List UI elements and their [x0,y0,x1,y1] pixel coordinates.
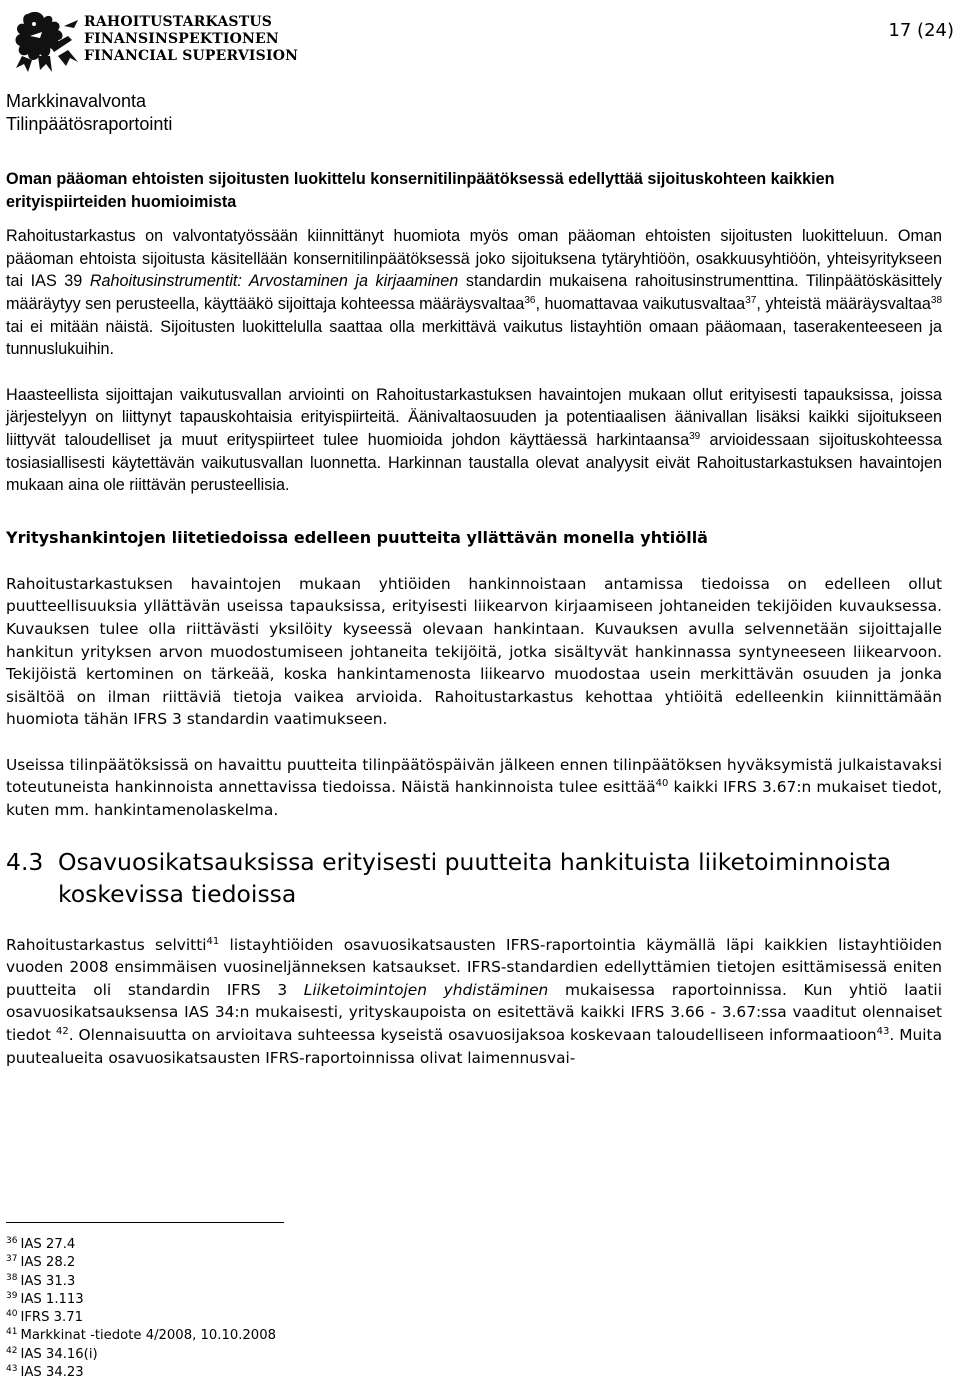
footnote-item [6,1309,276,1327]
footnote-ref-37: 37 [745,294,757,306]
footnote-item [6,1273,276,1291]
paragraph-investment-classification [6,225,942,361]
section-title: Osavuosikatsauksissa erityisesti puutteita hankituista liiketoiminnoista koskevissa tiedoissa [58,847,892,908]
footnotes [6,1236,276,1382]
text-run: standardin mukaisena rahoitusinstrumenttina. Tilinpäätöskäsittely määräytyy sen perusteella, käyttääkö sijoittaja kohteessa määräysvaltaa [6,272,943,313]
text-run: Useissa tilinpäätöksissä on havaittu puutteita tilinpäätöspäivän jälkeen ennen tilinpäätöksen hyväksymistä julkaistavaksi toteutuneista hankinnoista annettavissa tiedoissa. Näistä hankinnoista tulee esittää [6,755,942,797]
main-content [6,168,942,1092]
footnote-text: IAS 27.4 [20,1237,76,1252]
footnote-ref-36: 36 [524,294,536,306]
org-name-sv: FINANSINSPEKTIONEN [84,31,279,47]
section-label: Markkinavalvonta [6,91,147,111]
footnote-text: IAS 34.23 [20,1365,84,1381]
footnote-ref-41: 41 [206,935,220,947]
footnote-text: Markkinat -tiedote 4/2008, 10.10.2008 [20,1328,276,1344]
footnote-ref-43: 43 [876,1026,890,1038]
footnote-number: 41 [6,1327,18,1338]
standard-title-italic: Liiketoimintojen yhdistäminen [303,980,549,999]
text-run: tai ei mitään näistä. Sijoitusten luokittelulla saattaa olla merkittävä vaikutus listayhtiön omaan pääomaan, taserakenteeseen ja tunnuslukuihin. [6,317,942,359]
page-number: 17 (24) [888,20,954,41]
heading-acquisition-disclosures: Yrityshankintojen liitetiedoissa edelleen puutteita yllättävän monella yhtiöllä [6,527,708,547]
footnote-item [6,1254,276,1272]
organization-names [84,14,298,65]
subsection-label: Tilinpäätösraportointi [6,114,173,134]
footnote-ref-39: 39 [689,430,701,442]
document-meta [6,90,172,136]
footnote-number: 36 [6,1236,18,1246]
footnote-number: 40 [6,1309,18,1320]
paragraph-post-balance-acquisitions [6,754,942,822]
text-run: mukaisessa raportoinnissa. Kun yhtiö laatii osavuosikatsauksensa IAS 34:n mukaisesti, yrityskaupoista on esitettävä kaikki IFRS 3.66 - 3.67:ssa vaaditut olennaiset tiedot [6,980,942,1045]
text-run: listayhtiöiden osavuosikatsausten IFRS-raportointia käymällä läpi kaikkien listayhtiöiden vuoden 2008 ensimmäisen vuosineljänneksen katsaukset. IFRS-standardien edellyttämien tietojen esittämisessä eniten puutteita oli standardin IFRS 3 [6,935,942,999]
text-run: , huomattavaa vaikutusvaltaa [535,294,746,313]
footnote-item [6,1236,276,1254]
footnote-text: IAS 28.2 [20,1255,76,1271]
footnote-number: 38 [6,1272,18,1283]
text-run: , yhteistä määräysvaltaa [756,294,931,313]
heading-equity-investments: Oman pääoman ehtoisten sijoitusten luokittelu konsernitilinpäätöksessä edellyttää sijoituskohteen kaikkien erityispiirteiden huomioimista [6,170,835,211]
text-run: Rahoitustarkastus selvitti [6,935,207,954]
footnote-ref-38: 38 [930,294,943,306]
text-run: kaikki IFRS 3.67:n mukaiset tiedot, kuten mm. hankintamenolaskelma. [6,778,942,820]
footnote-text: IFRS 3.71 [20,1310,84,1326]
footnote-item [6,1364,276,1382]
text-run: . Olennaisuutta on arvioitava suhteessa kyseistä osavuosijaksoa koskevaan taloudelliseen informaatioon [68,1026,877,1045]
section-number: 4.3 [6,847,44,876]
text-run: arvioidessaan sijoituskohteessa tosiasiallisesti käytettävän vaikutusvallan luonnetta. Harkinnan taustalla olevat analyysit eivät Rahoitustarkastuksen havaintojen mukaan aina ole riittävän perusteellisia. [6,430,942,495]
text-run: Rahoitustarkastus on valvontatyössään kiinnittänyt huomiota myös oman pääoman ehtoisten sijoitusten luokitteluun. Oman pääoman ehtoista sijoitusta käsitellään konsernitilinpäätöksessä joko sijoituksena tytäryhtiöön, osakkuusyhtiöön, yhteisyritykseen tai IAS 39 [6,227,942,291]
text-run: . Muita puutealueita osavuosikatsausten IFRS-raportoinnissa olivat laimennusvai- [6,1026,942,1067]
footnote-separator [6,1222,284,1223]
footnote-text: IAS 31.3 [20,1273,76,1289]
footnote-number: 43 [6,1364,18,1375]
paragraph-influence-assessment [6,384,942,497]
finnish-lion-coat-of-arms-logo [8,6,86,78]
footnote-number: 39 [6,1290,18,1301]
footnote-item [6,1291,276,1309]
section-heading-4-3 [6,846,942,910]
footnote-ref-42: 42 [55,1026,69,1038]
paragraph-goodwill-factors: Rahoitustarkastuksen havaintojen mukaan yhtiöiden hankinnoistaan antamissa tiedoissa on edelleen ollut puutteellisuuksia yllättävän useissa tapauksissa, erityisesti liikearvon kirjaamiseen johtaneiden tekijöiden kuvauksessa. Kuvauksen tulee olla riittävästi yksilöity kyseessä olevaan hankintaan. Kuvauksen avulla selvennetään sijoittajalle hankitun yrityksen arvon muodostumiseen johtaneita tekijöitä, jotka sisältyvät hankinnassa syntyneeseen liikearvoon. Tekijöistä kertominen on tärkeää, koska hankintamenosta liikearvo muodostaa usein merkittävän osuuden ja jonka sisältöä on ilman riittäviä tietoja vaikea arvioida. Rahoitustarkastus kehottaa yhtiöitä edelleenkin kiinnittämään huomiota tähän IFRS 3 standardin vaatimukseen. [6,574,942,729]
text-run: Haasteellista sijoittajan vaikutusvallan arviointi on Rahoitustarkastuksen havaintojen mukaan ollut erityisesti tapauksissa, joissa järjestelyyn on liittynyt tapauskohtaisia erityispiirteitä. Äänivaltaosuuden ja potentiaalisen äänivallan lisäksi kaikki sijoitukseen liittyvät taloudelliset ja muut erityspiirteet tulee huomioida johdon käyttäessä harkintaansa [6,385,942,449]
footnote-number: 37 [6,1254,18,1265]
standard-title-italic: Rahoitusinstrumentit: Arvostaminen ja kirjaaminen [89,272,459,291]
footnote-text: IAS 1.113 [20,1291,84,1307]
org-name-fi: RAHOITUSTARKASTUS [84,14,273,30]
paragraph-interim-reports [6,934,942,1070]
footnote-ref-40: 40 [655,778,669,790]
footnote-number: 42 [6,1345,18,1356]
footnote-text: IAS 34.16(i) [20,1346,98,1362]
footnote-item [6,1346,276,1364]
footnote-item [6,1327,276,1345]
org-name-en: FINANCIAL SUPERVISION [84,48,299,64]
